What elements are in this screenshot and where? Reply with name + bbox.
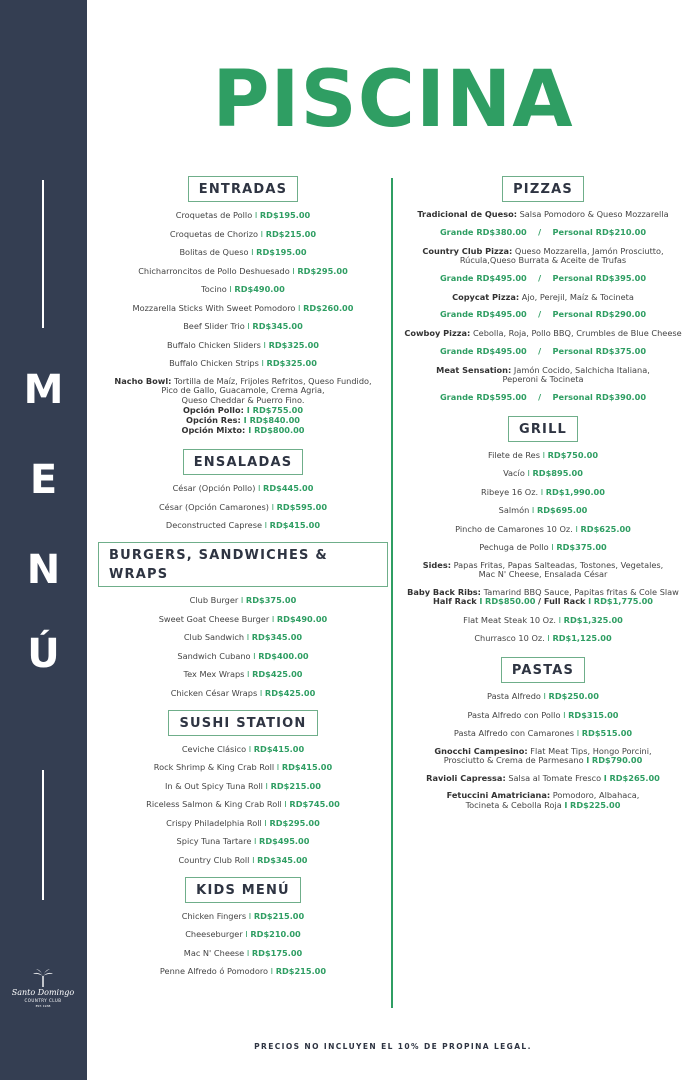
item-price: RD$345.00: [257, 854, 308, 865]
pastas-list: [398, 691, 688, 738]
item-price: RD$1,325.00: [563, 614, 623, 625]
sidebar-line-bottom: [42, 770, 44, 900]
ribs-half-label: Half Rack: [433, 596, 477, 606]
item-price: RD$215.00: [253, 910, 305, 921]
item-price: RD$625.00: [580, 523, 631, 534]
logo-established: EST. 1938: [35, 1004, 51, 1008]
item-name: Salmón: [498, 505, 530, 515]
nacho-option: [98, 415, 388, 425]
item-name: Buffalo Chicken Strips: [169, 358, 259, 368]
pizza-sizes: [398, 346, 688, 356]
item-name: Beef Slider Trio: [183, 321, 245, 331]
price-separator: I: [248, 910, 252, 921]
pizza-item: [398, 293, 688, 303]
list-item: [398, 542, 688, 552]
item-name: Pasta Alfredo con Pollo: [467, 709, 561, 720]
list-item: [98, 303, 388, 313]
baby-back-ribs: [398, 588, 688, 607]
item-name: Pechuga de Pollo: [479, 542, 549, 552]
price-separator: I: [527, 468, 530, 478]
item-price: RD$595.00: [276, 501, 328, 512]
gnocchi-name: Gnocchi Campesino:: [434, 745, 528, 756]
list-item: [398, 450, 688, 460]
list-item: [98, 669, 388, 679]
item-name: Croquetas de Pollo: [175, 210, 253, 220]
price-separator: I: [229, 284, 232, 294]
list-item: [398, 728, 688, 738]
item-price: RD$400.00: [258, 650, 309, 661]
logo-subtitle: COUNTRY CLUB: [24, 998, 62, 1003]
item-name: Pasta Alfredo: [487, 691, 541, 701]
list-item: [98, 762, 388, 772]
section-title-pizzas: PIZZAS: [502, 176, 584, 202]
list-item: [98, 358, 388, 368]
left-column: [98, 176, 388, 985]
price-separator: I: [264, 817, 267, 828]
item-price: RD$345.00: [251, 632, 303, 642]
price-separator: I: [531, 505, 535, 515]
item-price: RD$750.00: [547, 449, 599, 460]
grill-list: [398, 450, 688, 553]
price-separator: I: [264, 520, 268, 530]
item-price: RD$345.00: [252, 321, 303, 331]
pizza-item: [398, 329, 688, 339]
pizza-size-separator: /: [538, 345, 542, 356]
list-item: [98, 651, 388, 661]
price-separator: I: [254, 210, 258, 220]
page-title: PISCINA: [212, 55, 574, 145]
item-price: RD$175.00: [251, 947, 303, 958]
pizza-desc1: Jamón Cocido, Salchicha Italiana,: [513, 364, 650, 375]
pizza-sizes: [398, 227, 688, 237]
item-name: Pasta Alfredo con Camarones: [453, 728, 575, 738]
ravioli-sep: I: [603, 772, 607, 783]
option-price: RD$800.00: [254, 425, 305, 435]
list-item: [98, 321, 388, 331]
list-item: [98, 948, 388, 958]
list-item: [98, 247, 388, 257]
pizza-name: Tradicional de Queso:: [417, 209, 517, 219]
nacho-bowl-desc3: Queso Cheddar & Puerro Fino.: [181, 394, 305, 405]
pizza-personal-price: Personal RD$210.00: [552, 226, 647, 237]
price-separator: I: [243, 415, 247, 425]
item-price: RD$425.00: [252, 669, 303, 679]
item-price: RD$490.00: [234, 284, 285, 294]
menu-letter-n: N: [26, 547, 61, 593]
pizza-personal-price: Personal RD$375.00: [552, 345, 647, 356]
list-item: [98, 483, 388, 493]
ribs-desc1: Tamarind BBQ Sauce, Papitas fritas & Cole Slaw: [483, 586, 679, 597]
price-separator: I: [251, 247, 254, 257]
item-name: Mozzarella Sticks With Sweet Pomodoro: [132, 302, 296, 313]
item-price: RD$375.00: [245, 595, 297, 605]
item-price: RD$315.00: [568, 709, 619, 720]
price-separator: I: [558, 614, 562, 625]
fetuccini-desc1: Pomodoro, Albahaca,: [552, 790, 640, 800]
item-price: RD$445.00: [263, 483, 314, 493]
ravioli-name: Ravioli Capressa:: [426, 772, 506, 783]
item-name: Buffalo Chicken Sliders: [167, 339, 261, 350]
item-price: RD$295.00: [297, 265, 348, 276]
price-separator: I: [292, 265, 295, 276]
pizza-desc2: Rúcula,Queso Burrata & Aceite de Trufas: [459, 255, 627, 265]
price-separator: I: [252, 854, 255, 865]
option-name: Opción Res:: [186, 415, 241, 425]
item-name: Tocino: [201, 284, 227, 294]
item-name: Mac N' Cheese: [183, 947, 245, 958]
price-separator: I: [240, 595, 244, 605]
sushi-list: [98, 744, 388, 865]
right-column: [398, 176, 688, 818]
list-item: [98, 818, 388, 828]
list-item: [98, 340, 388, 350]
item-price: RD$195.00: [259, 210, 311, 220]
sides-name: Sides:: [422, 559, 451, 570]
item-price: RD$295.00: [269, 817, 320, 828]
ribs-half-price: RD$850.00: [485, 596, 536, 606]
item-price: RD$415.00: [253, 743, 305, 754]
section-title-burgers: BURGERS, SANDWICHES & WRAPS: [98, 542, 388, 587]
list-item: [98, 595, 388, 605]
item-name: Rock Shrimp & King Crab Roll: [153, 762, 275, 772]
pizza-grande-price: Grande RD$495.00: [439, 345, 527, 356]
item-price: RD$260.00: [303, 302, 354, 313]
item-name: In & Out Spicy Tuna Roll: [165, 780, 263, 791]
price-separator: I: [247, 321, 250, 331]
item-name: Filete de Res: [487, 449, 540, 460]
ribs-full-sep: I: [588, 596, 592, 606]
pizza-name: Copycat Pizza:: [452, 291, 520, 302]
price-separator: I: [543, 691, 546, 701]
price-separator: I: [248, 425, 252, 435]
item-price: RD$325.00: [266, 358, 317, 368]
nacho-bowl: [98, 377, 388, 406]
pizza-grande-price: Grande RD$380.00: [439, 226, 527, 237]
item-name: Penne Alfredo ó Pomodoro: [159, 966, 269, 976]
fetuccini-price: RD$225.00: [570, 799, 621, 810]
list-item: [98, 632, 388, 642]
fetuccini-sep: I: [564, 799, 568, 810]
list-item: [98, 210, 388, 220]
burgers-list: [98, 595, 388, 698]
item-name: Cheeseburger: [185, 929, 243, 939]
price-separator: I: [551, 542, 554, 552]
list-item: [98, 502, 388, 512]
pizza-desc1: Queso Mozzarella, Jamón Prosciutto,: [514, 245, 664, 256]
pizza-size-separator: /: [538, 309, 542, 319]
list-item: [398, 487, 688, 497]
pizza-sizes: [398, 309, 688, 319]
price-separator: I: [246, 947, 250, 958]
pizza-item: [398, 247, 688, 266]
price-separator: I: [248, 743, 252, 754]
list-item: [98, 266, 388, 276]
list-item: [98, 929, 388, 939]
menu-letter-m: M: [23, 367, 64, 413]
price-separator: I: [542, 449, 546, 460]
ravioli: [398, 774, 688, 784]
fetuccini-name: Fetuccini Amatriciana:: [446, 790, 551, 800]
pizza-grande-price: Grande RD$595.00: [439, 391, 527, 402]
footer-note: PRECIOS NO INCLUYEN EL 10% DE PROPINA LEGAL.: [254, 1042, 532, 1051]
pizza-size-separator: /: [538, 391, 542, 402]
item-name: Sandwich Cubano: [177, 650, 251, 661]
fetuccini-desc2: Tocineta & Cebolla Roja: [465, 799, 562, 810]
option-price: RD$840.00: [249, 415, 300, 425]
item-name: Sweet Goat Cheese Burger: [158, 613, 270, 624]
list-item: [98, 855, 388, 865]
pizza-desc1: Cebolla, Roja, Pollo BBQ, Crumbles de Blue Cheese: [472, 328, 682, 338]
pizza-name: Country Club Pizza:: [422, 245, 513, 256]
entradas-list: [98, 210, 388, 368]
item-price: RD$895.00: [532, 468, 583, 478]
nacho-bowl-desc2: Pico de Gallo, Guacamole, Crema Agria,: [161, 385, 325, 395]
item-name: Club Burger: [189, 595, 239, 605]
sidebar: [0, 0, 87, 1080]
price-separator: I: [254, 836, 257, 846]
nacho-bowl-desc1: Tortilla de Maíz, Frijoles Refritos, Queso Fundido,: [174, 375, 372, 386]
price-separator: I: [265, 780, 268, 791]
item-price: RD$1,125.00: [552, 633, 612, 643]
palm-tree-icon: [31, 968, 55, 988]
list-item: [398, 505, 688, 515]
list-item: [398, 524, 688, 534]
ravioli-price: RD$265.00: [609, 772, 660, 783]
logo-script: Santo Domingo: [11, 988, 75, 997]
sides-desc1: Papas Fritas, Papas Salteadas, Tostones, Vegetales,: [453, 559, 664, 570]
pizza-sizes: [398, 392, 688, 402]
item-price: RD$515.00: [581, 728, 633, 738]
pizza-personal-price: Personal RD$395.00: [552, 272, 647, 283]
price-separator: I: [271, 613, 275, 624]
item-name: Crispy Philadelphia Roll: [166, 817, 262, 828]
section-title-pastas: PASTAS: [501, 657, 585, 683]
price-separator: I: [259, 687, 263, 698]
section-title-entradas: ENTRADAS: [188, 176, 299, 202]
price-separator: I: [261, 358, 264, 368]
item-price: RD$215.00: [270, 780, 321, 791]
item-name: César (Opción Pollo): [172, 483, 256, 493]
gnocchi: [398, 747, 688, 766]
price-separator: I: [263, 339, 266, 350]
list-item: [98, 744, 388, 754]
item-name: César (Opción Camarones): [158, 501, 269, 512]
pizza-personal-price: Personal RD$290.00: [552, 309, 647, 319]
item-price: RD$250.00: [548, 691, 599, 701]
item-name: Flat Meat Steak 10 Oz.: [463, 614, 557, 625]
item-price: RD$490.00: [276, 613, 328, 624]
price-separator: I: [270, 966, 274, 976]
pizza-grande-price: Grande RD$495.00: [439, 272, 527, 283]
list-item: [98, 911, 388, 921]
section-title-ensaladas: ENSALADAS: [183, 449, 304, 475]
grill-list-2: [398, 615, 688, 644]
price-separator: I: [253, 650, 256, 661]
price-separator: I: [260, 228, 264, 239]
price-separator: I: [284, 799, 287, 809]
price-separator: I: [540, 486, 544, 497]
item-name: Bolitas de Queso: [179, 247, 249, 257]
ribs-full-price: RD$1,775.00: [593, 596, 653, 606]
price-separator: I: [271, 501, 275, 512]
item-name: Tex Mex Wraps: [183, 669, 245, 679]
section-title-kids: KIDS MENÚ: [185, 877, 301, 903]
list-item: [398, 615, 688, 625]
item-name: Chicken Fingers: [181, 910, 247, 921]
list-item: [98, 781, 388, 791]
option-price: RD$755.00: [252, 405, 304, 415]
gnocchi-price: RD$790.00: [591, 755, 643, 765]
list-item: [98, 520, 388, 530]
pizza-name: Meat Sensation:: [436, 364, 512, 375]
sides-desc2: Mac N' Cheese, Ensalada César: [478, 569, 608, 579]
item-name: Vacío: [503, 468, 525, 478]
gnocchi-sep: I: [586, 755, 590, 765]
item-name: Ceviche Clásico: [181, 743, 247, 754]
nacho-options: [98, 405, 388, 435]
option-name: Opción Mixto:: [181, 425, 246, 435]
item-name: Pincho de Camarones 10 Oz.: [455, 523, 573, 534]
ribs-half-sep: I: [479, 596, 483, 606]
price-separator: I: [575, 523, 578, 534]
list-item: [98, 229, 388, 239]
item-name: Country Club Roll: [178, 854, 250, 865]
item-price: RD$495.00: [259, 836, 310, 846]
pizza-personal-price: Personal RD$390.00: [552, 391, 647, 402]
pizza-size-separator: /: [538, 226, 542, 237]
list-item: [98, 799, 388, 809]
item-name: Chicken César Wraps: [170, 687, 258, 698]
pizza-grande-price: Grande RD$495.00: [439, 309, 527, 319]
list-item: [398, 710, 688, 720]
ribs-name: Baby Back Ribs:: [407, 586, 481, 597]
item-price: RD$195.00: [256, 247, 307, 257]
price-separator: I: [563, 709, 566, 720]
price-separator: I: [298, 302, 301, 313]
price-separator: I: [246, 405, 250, 415]
pizza-size-separator: /: [538, 272, 542, 283]
item-name: Club Sandwich: [183, 632, 245, 642]
pizza-item: [398, 210, 688, 220]
item-name: Deconstructed Caprese: [165, 520, 263, 530]
price-separator: I: [258, 483, 261, 493]
item-price: RD$1,990.00: [545, 486, 605, 497]
ensaladas-list: [98, 483, 388, 530]
pizza-item: [398, 366, 688, 385]
item-name: Churrasco 10 Oz.: [474, 633, 545, 643]
nacho-bowl-name: Nacho Bowl:: [114, 375, 172, 386]
item-price: RD$415.00: [281, 762, 333, 772]
grill-sides: [398, 561, 688, 580]
list-item: [98, 688, 388, 698]
item-price: RD$215.00: [275, 966, 327, 976]
pizza-desc1: Salsa Pomodoro & Queso Mozzarella: [519, 209, 669, 219]
item-price: RD$210.00: [250, 929, 301, 939]
list-item: [398, 468, 688, 478]
price-separator: I: [276, 762, 280, 772]
list-item: [98, 966, 388, 976]
gnocchi-desc1: Flat Meat Tips, Hongo Porcini,: [530, 745, 652, 756]
pizza-desc1: Ajo, Perejil, Maíz & Tocineta: [521, 291, 634, 302]
item-price: RD$325.00: [268, 339, 319, 350]
price-separator: I: [547, 633, 550, 643]
list-item: [398, 633, 688, 643]
price-separator: I: [247, 669, 250, 679]
item-price: RD$215.00: [265, 228, 317, 239]
item-name: Spicy Tuna Tartare: [176, 836, 252, 846]
ribs-full-label: / Full Rack: [538, 596, 586, 606]
menu-letter-u: Ú: [27, 631, 60, 677]
price-separator: I: [246, 632, 250, 642]
nacho-option: [98, 405, 388, 415]
list-item: [98, 836, 388, 846]
item-name: Ribeye 16 Oz.: [481, 486, 539, 497]
list-item: [398, 691, 688, 701]
item-name: Riceless Salmon & King Crab Roll: [146, 799, 282, 809]
pizza-sizes: [398, 273, 688, 283]
list-item: [98, 614, 388, 624]
price-separator: I: [245, 929, 248, 939]
list-item: [98, 284, 388, 294]
item-price: RD$745.00: [289, 799, 340, 809]
ravioli-desc1: Salsa al Tomate Fresco: [508, 772, 602, 783]
item-price: RD$415.00: [269, 520, 321, 530]
sidebar-line-top: [42, 180, 44, 328]
club-logo: [8, 968, 78, 1009]
pizza-desc2: Peperoni & Tocineta: [502, 374, 584, 384]
column-divider: [391, 178, 393, 1008]
item-name: Croquetas de Chorizo: [169, 228, 259, 239]
section-title-sushi: SUSHI STATION: [168, 710, 317, 736]
fetuccini: [398, 791, 688, 810]
item-price: RD$425.00: [264, 687, 316, 698]
price-separator: I: [576, 728, 580, 738]
menu-letter-e: E: [29, 457, 58, 503]
section-title-grill: GRILL: [508, 416, 578, 442]
kids-list: [98, 911, 388, 977]
gnocchi-desc2: Prosciutto & Crema de Parmesano: [443, 755, 584, 765]
item-name: Chicharroncitos de Pollo Deshuesado: [138, 265, 290, 276]
item-price: RD$375.00: [556, 542, 607, 552]
item-price: RD$695.00: [536, 505, 588, 515]
option-name: Opción Pollo:: [182, 405, 244, 415]
pizza-name: Cowboy Pizza:: [404, 328, 471, 338]
nacho-option: [98, 425, 388, 435]
pizzas-list: [398, 210, 688, 402]
